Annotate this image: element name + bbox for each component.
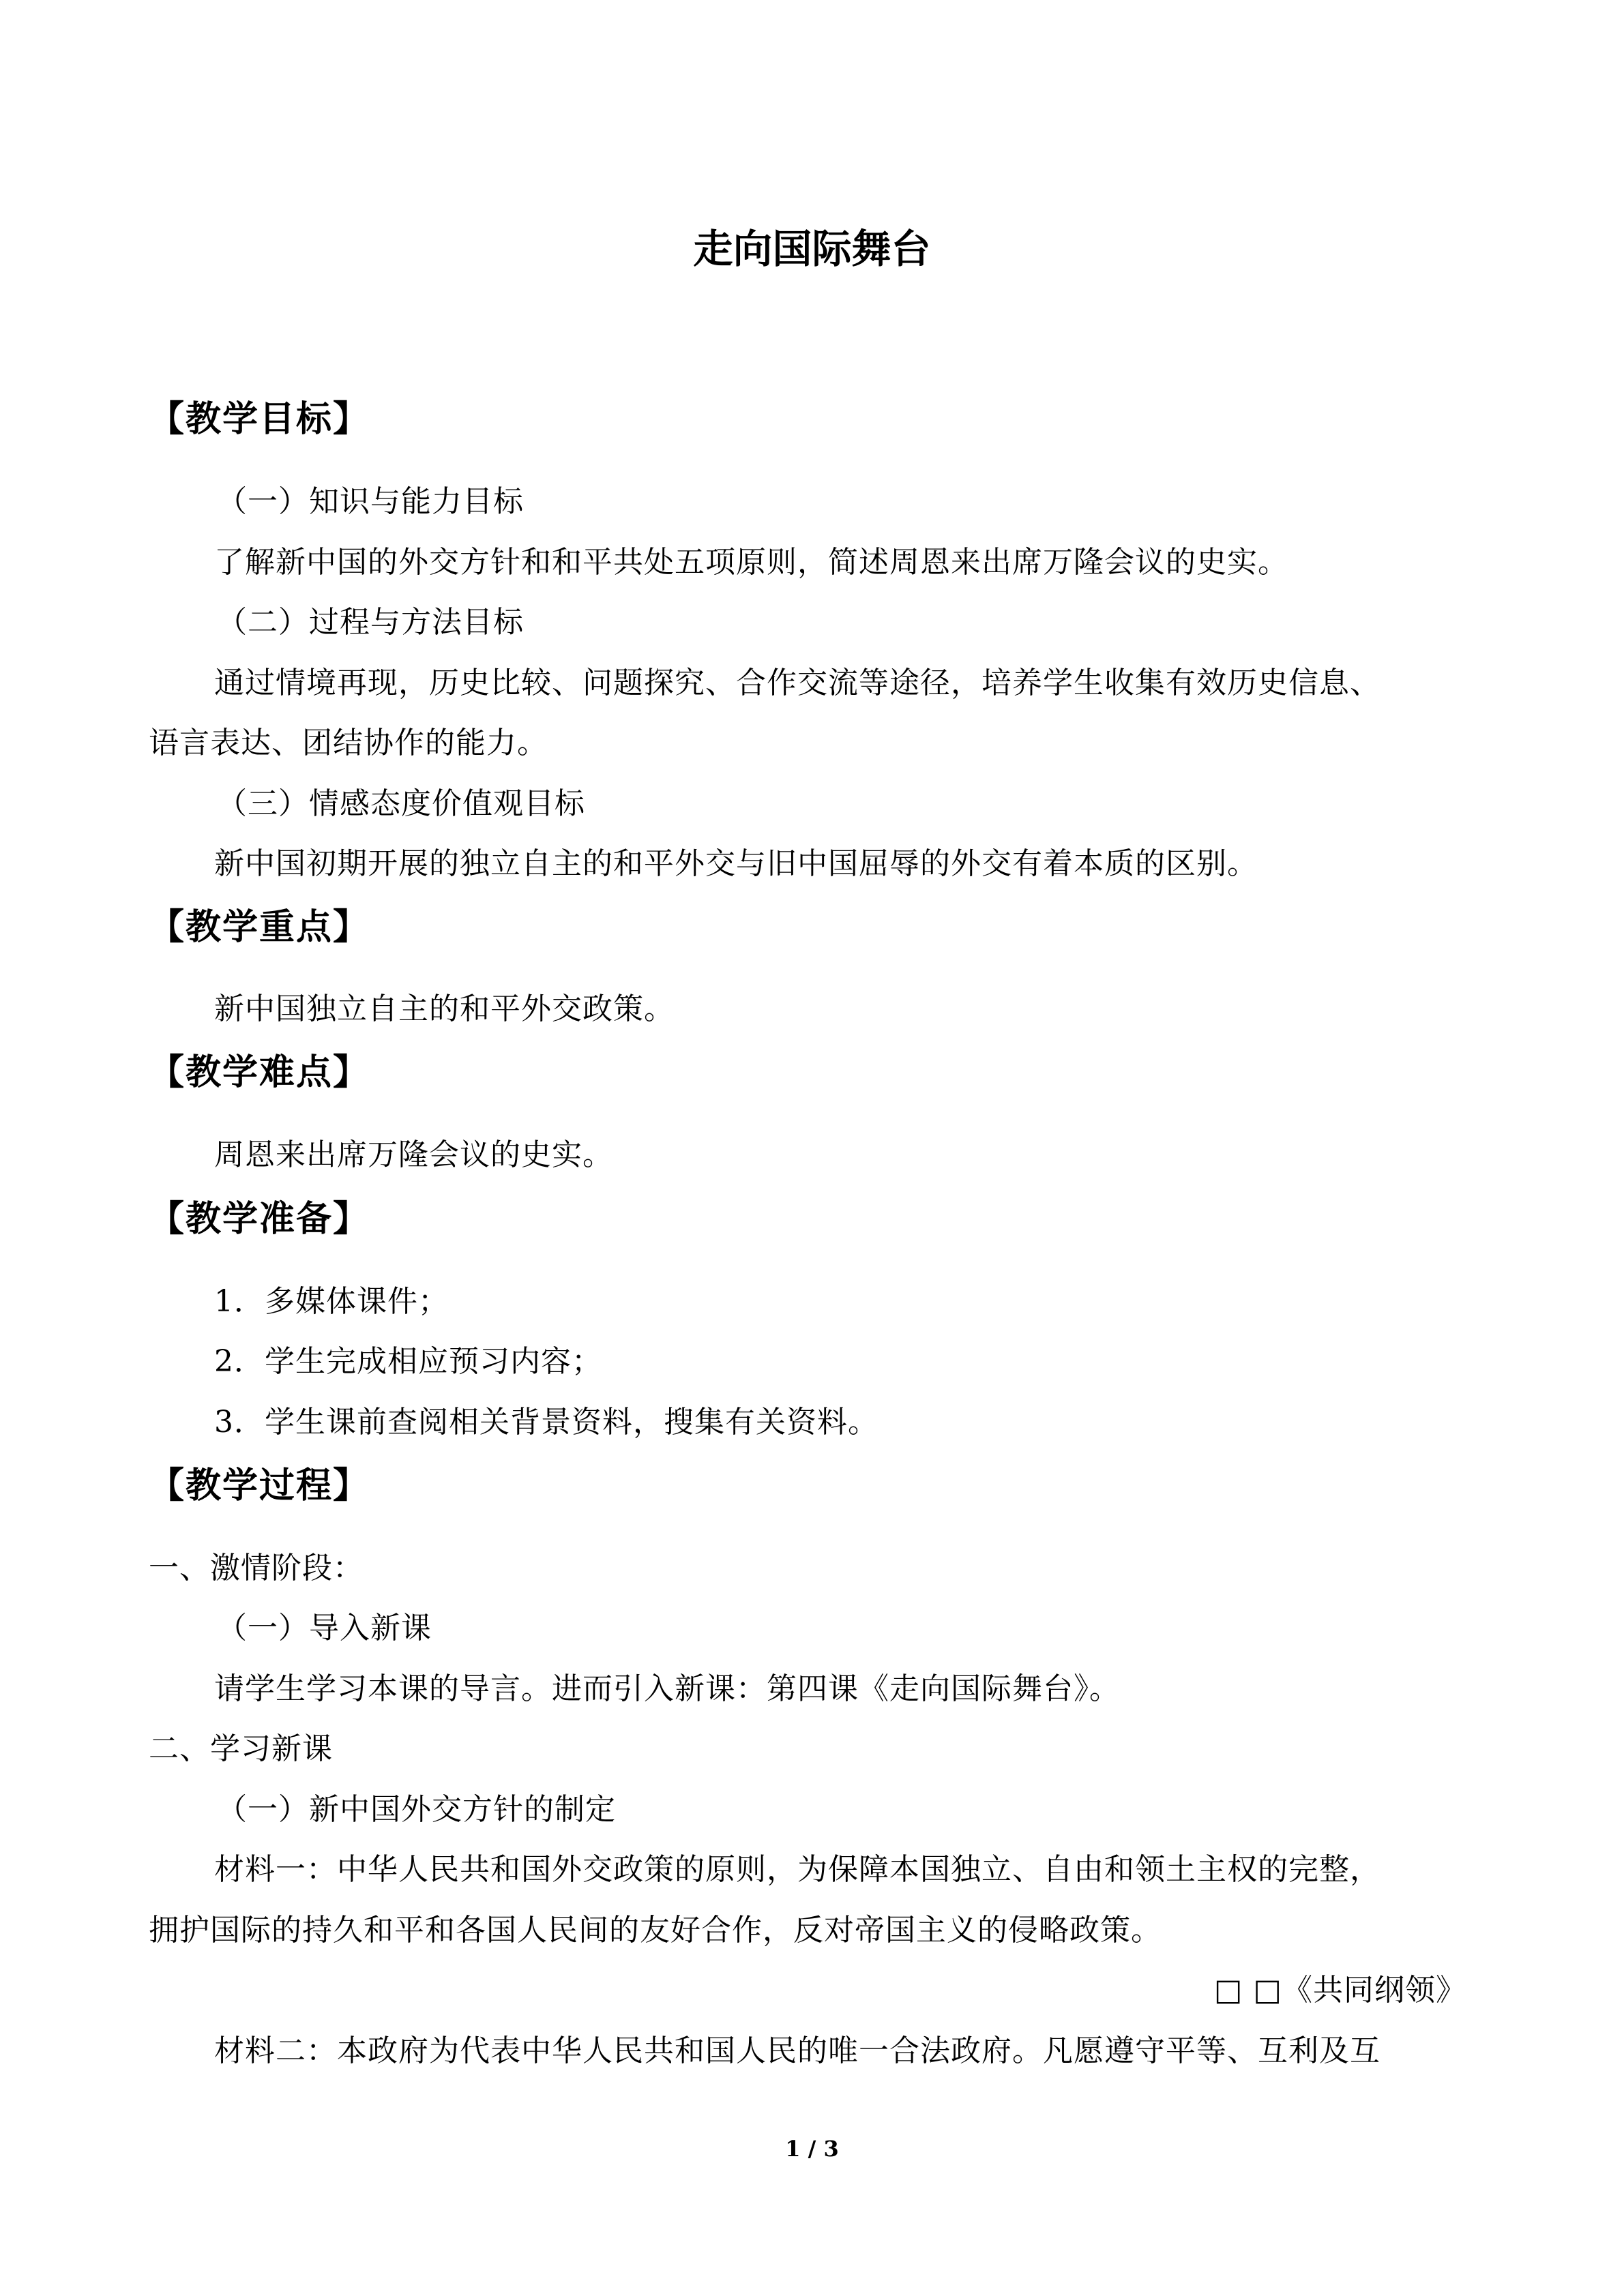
section-heading-process: 【教学过程】 (149, 1465, 370, 1506)
section-heading-difficulties: 【教学难点】 (149, 1052, 370, 1093)
paragraph-line: 材料二：本政府为代表中华人民共和国人民的唯一合法政府。凡愿遵守平等、互利及互 (214, 2033, 1381, 2068)
paragraph-line: 新中国初期开展的独立自主的和平外交与旧中国屈辱的外交有着本质的区别。 (214, 846, 1258, 881)
list-item: 2．学生完成相应预习内容； (214, 1344, 602, 1379)
page-number: 1 / 3 (785, 2136, 839, 2162)
subheading-stage-two: 二、学习新课 (149, 1731, 333, 1766)
subheading-knowledge-ability: （一）知识与能力目标 (217, 484, 524, 519)
paragraph-line: 通过情境再现，历史比较、问题探究、合作交流等途径，培养学生收集有效历史信息、 (214, 666, 1381, 700)
document-title: 走向国际舞台 (693, 226, 931, 272)
list-item: 3．学生课前查阅相关背景资料，搜集有关资料。 (214, 1405, 879, 1440)
paragraph-line: 周恩来出席万隆会议的史实。 (214, 1137, 613, 1172)
paragraph-line: 请学生学习本课的导言。进而引入新课：第四课《走向国际舞台》。 (214, 1671, 1120, 1706)
subheading-stage-one: 一、激情阶段： (149, 1551, 364, 1585)
subheading-emotion-values: （三）情感态度价值观目标 (217, 786, 585, 821)
paragraph-line: 语言表达、团结协作的能力。 (149, 726, 548, 760)
section-heading-preparation: 【教学准备】 (149, 1198, 370, 1240)
citation-common-program: □ □《共同纲领》 (1213, 1973, 1466, 2008)
section-heading-teaching-goals: 【教学目标】 (149, 398, 370, 440)
paragraph-line: 拥护国际的持久和平和各国人民间的友好合作，反对帝国主义的侵略政策。 (149, 1913, 1162, 1948)
subheading-process-method: （二）过程与方法目标 (217, 605, 524, 640)
subheading-introduce-lesson: （一）导入新课 (217, 1611, 432, 1645)
paragraph-line: 材料一：中华人民共和国外交政策的原则，为保障本国独立、自由和领土主权的完整， (214, 1852, 1381, 1887)
list-item: 1．多媒体课件； (214, 1284, 449, 1319)
paragraph-line: 了解新中国的外交方针和和平共处五项原则，简述周恩来出席万隆会议的史实。 (214, 545, 1288, 580)
subheading-foreign-policy: （一）新中国外交方针的制定 (217, 1792, 616, 1827)
section-heading-key-points: 【教学重点】 (149, 906, 370, 948)
paragraph-line: 新中国独立自主的和平外交政策。 (214, 992, 675, 1026)
